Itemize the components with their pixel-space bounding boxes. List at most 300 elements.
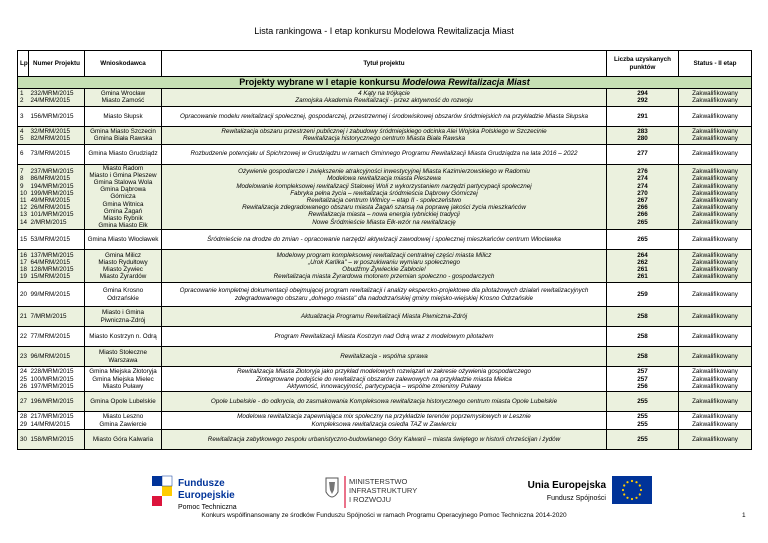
row-numer-line: 101/MRM/2015 xyxy=(30,211,74,219)
row-tytul-line: Rewitalizacja historycznego centrum Miasta Biała Rawska xyxy=(302,135,466,143)
table-row xyxy=(18,367,752,392)
row-status-line: Zakwalifikowany xyxy=(692,273,738,281)
row-numer xyxy=(29,283,85,307)
row-lp xyxy=(18,283,29,307)
row-status-line: Zakwalifikowany xyxy=(692,135,738,143)
row-numer-line: 15/MRM/2015 xyxy=(30,273,71,281)
row-wnioskodawca-line: Gmina Zawiercie xyxy=(99,420,147,428)
row-wnioskodawca-line: Miasto i Gmina Piwniczna-Zdrój xyxy=(100,309,146,324)
row-punkty-line: 274 xyxy=(637,175,648,183)
row-tytul-line: Aktywność, innowacyjność, partycypacja – wspólne zmienimy Puławy xyxy=(287,382,481,390)
row-tytul xyxy=(162,327,607,347)
row-status-line: Zakwalifikowany xyxy=(692,211,738,219)
row-wnioskodawca-line: Gmina Wrocław xyxy=(100,90,146,98)
row-tytul-line: Fabryka pełna życia – rewitalizacja śródmieścia Dąbrowy Górniczej xyxy=(290,189,478,197)
row-lp-line: 4 xyxy=(20,127,24,135)
row-wnioskodawca-line: Gmina Miejska Mielec xyxy=(92,375,154,383)
eu-star-icon xyxy=(640,489,642,491)
row-wnioskodawca xyxy=(85,230,162,250)
row-wnioskodawca xyxy=(85,106,162,126)
row-punkty-line: 265 xyxy=(637,218,648,226)
header-tytul: Tytuł projektu xyxy=(162,51,607,77)
ue-line2: Fundusz Spójności xyxy=(546,495,606,502)
row-status xyxy=(679,283,752,307)
row-lp xyxy=(18,430,29,450)
table-row xyxy=(18,106,752,126)
row-wnioskodawca-line: Gmina Biała Rawska xyxy=(93,135,153,143)
row-wnioskodawca-line: Miasto Żyrardów xyxy=(99,273,147,281)
row-status-line: Zakwalifikowany xyxy=(692,259,738,267)
eu-star-icon xyxy=(626,497,628,499)
row-numer-line: 73/MRM/2015 xyxy=(30,150,71,158)
row-lp-line: 17 xyxy=(20,259,28,267)
row-status xyxy=(679,144,752,164)
fundusze-europejskie-logo xyxy=(150,470,260,516)
row-wnioskodawca xyxy=(85,164,162,230)
row-lp-line: 3 xyxy=(20,112,24,120)
row-tytul-line: Rewitalizacja miasta – nowa energia rybnickiej tradycji xyxy=(308,211,460,219)
row-lp-line: 1 xyxy=(20,90,24,98)
row-tytul-line: Obudźmy Żywieckie Zabłocie! xyxy=(342,266,426,274)
row-lp xyxy=(18,367,29,392)
row-punkty xyxy=(607,327,679,347)
row-lp xyxy=(18,126,29,144)
row-wnioskodawca xyxy=(85,392,162,412)
row-status-line: Zakwalifikowany xyxy=(692,127,738,135)
row-status xyxy=(679,307,752,327)
row-wnioskodawca-line: Gmina Dąbrowa Górnicza xyxy=(100,186,146,201)
row-numer-line: 86/MRM/2015 xyxy=(30,175,71,183)
row-punkty xyxy=(607,126,679,144)
row-numer xyxy=(29,347,85,367)
row-numer-line: 14/MRM/2015 xyxy=(30,420,71,428)
row-status-line: Zakwalifikowany xyxy=(692,90,738,98)
row-punkty xyxy=(607,283,679,307)
row-tytul-line: Zintegrowane podejście do rewitalizacji obszarów zalewowych na przykładzie miasta Mielca xyxy=(256,375,512,383)
row-lp xyxy=(18,412,29,430)
row-lp-line: 27 xyxy=(20,398,28,406)
row-numer xyxy=(29,106,85,126)
row-punkty xyxy=(607,430,679,450)
row-status-line: Zakwalifikowany xyxy=(692,413,738,421)
row-numer-line: 199/MRM/2015 xyxy=(30,189,74,197)
row-tytul-line: Zamojska Akademia Rewitalizacji - przez aktywność do rozwoju xyxy=(295,97,473,105)
row-wnioskodawca-line: Gmina Stalowa Wola xyxy=(93,179,153,186)
row-punkty-line: 255 xyxy=(637,398,648,406)
row-tytul xyxy=(162,126,607,144)
row-punkty xyxy=(607,412,679,430)
ministerstwo-logo xyxy=(322,470,452,516)
page-number: 1 xyxy=(742,512,746,519)
row-numer xyxy=(29,89,85,107)
row-tytul-line: Śródmieście na drodze do zmian - opracowanie narzędzi aktywizacji zawodowej i społecznej mieszkańców centrum Włocławka xyxy=(207,236,561,244)
row-lp-line: 2 xyxy=(20,97,24,105)
row-wnioskodawca xyxy=(85,144,162,164)
row-lp-line: 12 xyxy=(20,204,28,212)
row-lp-line: 21 xyxy=(20,312,28,320)
row-wnioskodawca xyxy=(85,126,162,144)
row-tytul-line: Rewitalizacja obszaru przestrzeni publicznej i zabudowy śródmiejskiego odcinka Alei Wojska Polskiego w Szczecinie xyxy=(221,127,547,135)
row-numer xyxy=(29,430,85,450)
row-numer-line: 228/MRM/2015 xyxy=(30,368,74,376)
row-punkty-line: 257 xyxy=(637,368,648,376)
row-wnioskodawca xyxy=(85,89,162,107)
row-status xyxy=(679,430,752,450)
row-status xyxy=(679,412,752,430)
row-numer xyxy=(29,392,85,412)
row-tytul-line: Rewitalizacja - wspólna sprawa xyxy=(340,352,428,360)
header-numer: Numer Projektu xyxy=(29,51,85,77)
row-punkty xyxy=(607,367,679,392)
row-lp-line: 7 xyxy=(20,168,24,176)
row-punkty xyxy=(607,307,679,327)
min-line2: INFRASTRUKTURY xyxy=(349,486,418,495)
row-wnioskodawca xyxy=(85,430,162,450)
table-row xyxy=(18,164,752,230)
table-row xyxy=(18,327,752,347)
row-numer-line: 100/MRM/2015 xyxy=(30,375,74,383)
row-numer-line: 2/MRM/2015 xyxy=(30,218,67,226)
row-punkty-line: 257 xyxy=(637,375,648,383)
row-status-line: Zakwalifikowany xyxy=(692,420,738,428)
fe-line2: Europejskie xyxy=(178,490,235,501)
row-wnioskodawca xyxy=(85,412,162,430)
row-status xyxy=(679,250,752,283)
row-punkty xyxy=(607,250,679,283)
row-punkty-line: 258 xyxy=(637,312,648,320)
row-punkty xyxy=(607,144,679,164)
row-lp-line: 10 xyxy=(20,189,28,197)
row-status xyxy=(679,164,752,230)
eu-star-icon xyxy=(635,481,637,483)
eu-star-icon xyxy=(635,497,637,499)
row-wnioskodawca-line: Gmina Opole Lubelskie xyxy=(90,398,156,406)
row-numer-line: 24/MRM/2015 xyxy=(30,97,71,105)
row-numer-line: 7/MRM/2015 xyxy=(30,312,67,320)
row-numer-line: 194/MRM/2015 xyxy=(30,182,74,190)
row-punkty-line: 270 xyxy=(637,189,648,197)
row-lp xyxy=(18,144,29,164)
row-lp-line: 15 xyxy=(20,236,28,244)
row-punkty-line: 258 xyxy=(637,332,648,340)
row-punkty-line: 276 xyxy=(637,168,648,176)
row-lp xyxy=(18,307,29,327)
table-row xyxy=(18,347,752,367)
row-tytul xyxy=(162,347,607,367)
min-line3: I ROZWOJU xyxy=(349,495,392,504)
table-row xyxy=(18,89,752,107)
row-tytul xyxy=(162,283,607,307)
row-punkty xyxy=(607,392,679,412)
row-status-line: Zakwalifikowany xyxy=(692,312,738,320)
row-tytul-line: Aktualizacja Programu Rewitalizacji Miasta Piwniczna-Zdrój xyxy=(300,312,468,320)
row-numer-line: 156/MRM/2015 xyxy=(30,112,74,120)
row-numer-line: 128/MRM/2015 xyxy=(30,266,74,274)
row-tytul-line: Opracowanie kompletnej dokumentacji obejmującej program rewitalizacji i analizy ekspercko-projektowe dla pilotażowych działań rewitalizacyjnych zdegradowanego obszaru „dolnego miasta" dla nadodrzańskiej gminy miejsko-wiejskiej Krosno Odrzańskie xyxy=(179,287,589,302)
row-status-line: Zakwalifikowany xyxy=(692,218,738,226)
row-punkty-line: 255 xyxy=(637,413,648,421)
row-lp xyxy=(18,327,29,347)
row-status-line: Zakwalifikowany xyxy=(692,266,738,274)
row-status-line: Zakwalifikowany xyxy=(692,332,738,340)
row-punkty-line: 265 xyxy=(637,236,648,244)
min-line1: MINISTERSTWO xyxy=(349,477,408,486)
row-wnioskodawca-line: Miasto Radom xyxy=(102,164,144,172)
row-status xyxy=(679,392,752,412)
row-lp-line: 16 xyxy=(20,251,28,259)
header-row xyxy=(18,51,752,77)
table-row xyxy=(18,307,752,327)
row-lp-line: 26 xyxy=(20,382,28,390)
row-wnioskodawca-line: Miasto i Gmina Pleszew xyxy=(89,171,157,179)
row-wnioskodawca xyxy=(85,307,162,327)
fe-line3: Pomoc Techniczna xyxy=(178,504,237,511)
row-numer-line: 26/MRM/2015 xyxy=(30,204,71,212)
row-lp-line: 19 xyxy=(20,273,28,281)
row-wnioskodawca-line: Gmina Żagań xyxy=(103,207,143,215)
logo-square-3 xyxy=(152,496,162,506)
row-numer-line: 196/MRM/2015 xyxy=(30,398,74,406)
row-tytul-line: Opole Lubelskie - do odkrycia, do zasmakowania Kompleksowa rewitalizacja historycznego centrum miasta Opole Lubelskie xyxy=(210,398,558,406)
row-punkty-line: 283 xyxy=(637,127,648,135)
eu-star-icon xyxy=(639,484,641,486)
row-tytul xyxy=(162,164,607,230)
row-status xyxy=(679,89,752,107)
row-numer-line: 53/MRM/2015 xyxy=(30,236,71,244)
row-tytul-line: Kompleksowa rewitalizacja osiedla TAZ w Zawierciu xyxy=(311,420,457,428)
row-punkty-line: 292 xyxy=(637,97,648,105)
row-wnioskodawca-line: Miasto Kostrzyn n. Odrą xyxy=(89,332,157,340)
row-wnioskodawca xyxy=(85,367,162,392)
row-status-line: Zakwalifikowany xyxy=(692,368,738,376)
eu-star-icon xyxy=(623,493,625,495)
row-punkty xyxy=(607,347,679,367)
row-lp-line: 22 xyxy=(20,332,28,340)
row-status xyxy=(679,367,752,392)
row-status-line: Zakwalifikowany xyxy=(692,236,738,244)
row-lp xyxy=(18,106,29,126)
row-lp-line: 8 xyxy=(20,175,24,183)
row-status-line: Zakwalifikowany xyxy=(692,189,738,197)
row-wnioskodawca-line: Gmina Miasto Szczecin xyxy=(90,127,156,135)
row-tytul-line: Rewitalizacja miasta Żyrardowa motorem przemian społeczno - gospodarczych xyxy=(273,273,495,281)
row-tytul xyxy=(162,89,607,107)
row-wnioskodawca-line: Miasto Rydułtowy xyxy=(98,259,148,267)
row-tytul-line: Modelowa rewitalizacja miasta Pleszewa xyxy=(327,175,441,183)
row-lp-line: 20 xyxy=(20,290,28,298)
row-status-line: Zakwalifikowany xyxy=(692,97,738,105)
row-lp xyxy=(18,89,29,107)
row-lp-line: 30 xyxy=(20,435,28,443)
document-title: Lista rankingowa - I etap konkursu Modelowa Rewitalizacja Miast xyxy=(254,26,514,36)
row-numer xyxy=(29,412,85,430)
row-punkty-line: 280 xyxy=(637,135,648,143)
row-numer-line: 32/MRM/2015 xyxy=(30,127,71,135)
row-punkty-line: 261 xyxy=(637,273,648,281)
header-wnioskodawca: Wnioskodawca xyxy=(85,51,162,77)
row-tytul xyxy=(162,250,607,283)
row-status-line: Zakwalifikowany xyxy=(692,168,738,176)
row-wnioskodawca-line: Miasto Leszno xyxy=(102,413,144,421)
logo-square-1 xyxy=(152,476,162,486)
row-lp-line: 14 xyxy=(20,218,28,226)
table-row xyxy=(18,250,752,283)
row-status-line: Zakwalifikowany xyxy=(692,382,738,390)
row-lp-line: 23 xyxy=(20,352,28,360)
table-row xyxy=(18,412,752,430)
row-wnioskodawca-line: Gmina Miasto Ełk xyxy=(98,222,148,230)
table-row xyxy=(18,144,752,164)
row-punkty-line: 274 xyxy=(637,182,648,190)
row-numer-line: 64/MRM/2015 xyxy=(30,259,71,267)
section-row xyxy=(18,77,752,89)
row-status xyxy=(679,230,752,250)
row-lp-line: 5 xyxy=(20,135,24,143)
row-lp-line: 18 xyxy=(20,266,28,274)
table-row xyxy=(18,230,752,250)
row-numer xyxy=(29,126,85,144)
row-status-line: Zakwalifikowany xyxy=(692,290,738,298)
row-tytul-line: 4 Kąty na trójkącie xyxy=(358,90,410,98)
row-punkty-line: 262 xyxy=(637,259,648,267)
logo-square-4 xyxy=(162,476,172,486)
row-lp-line: 11 xyxy=(20,197,27,204)
row-punkty-line: 256 xyxy=(637,382,648,390)
row-status xyxy=(679,126,752,144)
row-tytul-line: Program Rewitalizacji Miasta Kostrzyn nad Odrą wraz z modelowym pilotażem xyxy=(274,332,494,340)
row-tytul-line: Rewitalizacja zabytkowego zespołu urbanistyczno-budowlanego Góry Kalwarii – miasta świętego w historii chrześcijan i żydów xyxy=(207,435,561,443)
row-lp-line: 9 xyxy=(20,182,24,190)
row-lp-line: 28 xyxy=(20,413,28,421)
row-lp xyxy=(18,392,29,412)
row-punkty xyxy=(607,164,679,230)
row-punkty xyxy=(607,106,679,126)
row-tytul-line: Rozbudzenie potencjału ul Spichrzowej w Grudziądzu w ramach Gminnego Programu Rewitalizacji Miasta Grudziądza na lata 2016 – 2022 xyxy=(190,150,578,158)
row-punkty-line: 258 xyxy=(637,352,648,360)
table-row xyxy=(18,430,752,450)
row-punkty-line: 291 xyxy=(637,112,648,120)
row-tytul-line: Modelowy program kompleksowej rewitalizacji centralnej części miasta Milicz xyxy=(276,251,492,259)
ue-line1: Unia Europejska xyxy=(527,480,606,491)
row-punkty-line: 255 xyxy=(637,435,648,443)
row-wnioskodawca xyxy=(85,250,162,283)
table-row xyxy=(18,392,752,412)
eu-star-icon xyxy=(631,480,633,482)
row-status-line: Zakwalifikowany xyxy=(692,175,738,183)
row-status-line: Zakwalifikowany xyxy=(692,251,738,259)
row-wnioskodawca-line: Miasto Puławy xyxy=(102,382,144,390)
row-lp xyxy=(18,347,29,367)
eu-star-icon xyxy=(639,493,641,495)
row-numer-line: 137/MRM/2015 xyxy=(30,251,74,259)
row-numer-line: 99/MRM/2015 xyxy=(30,290,71,298)
row-numer-line: 96/MRM/2015 xyxy=(30,352,71,360)
logo-square-2 xyxy=(162,486,172,496)
row-punkty-line: 277 xyxy=(637,150,648,158)
row-numer-line: 82/MRM/2015 xyxy=(30,135,71,143)
row-punkty-line: 266 xyxy=(637,204,648,212)
row-status-line: Zakwalifikowany xyxy=(692,435,738,443)
row-tytul-line: Opracowanie modelu rewitalizacji społecznej, gospodarczej, przestrzennej i środowiskowej obszarów śródmiejskich na przykładzie Miasta Słupska xyxy=(179,112,589,120)
row-numer xyxy=(29,250,85,283)
row-wnioskodawca-line: Gmina Miejska Złotoryja xyxy=(89,368,157,376)
table-row xyxy=(18,126,752,144)
section-title: Projekty wybrane w I etapie konkursu Modelowa Rewitalizacja Miast xyxy=(18,77,752,89)
row-wnioskodawca-line: Gmina Miasto Grudziądz xyxy=(88,150,158,158)
eu-star-icon xyxy=(623,484,625,486)
row-tytul xyxy=(162,106,607,126)
row-tytul xyxy=(162,230,607,250)
row-punkty-line: 266 xyxy=(637,211,648,219)
row-numer-line: 77/MRM/2015 xyxy=(30,332,71,340)
row-lp-line: 24 xyxy=(20,368,28,376)
footer-text: Konkurs współfinansowany ze środków Funduszu Spójności w ramach Programu Operacyjnego Pomoc Techniczna 2014-2020 xyxy=(201,512,567,519)
row-tytul-line: Modelowa rewitalizacja zapewniająca mix społeczny na przykładzie terenów poprzemysłowych w Lesznie xyxy=(237,413,531,421)
row-wnioskodawca-line: Miasto Zamość xyxy=(101,97,145,105)
row-numer-line: 217/MRM/2015 xyxy=(30,413,74,421)
footer xyxy=(0,470,768,543)
row-punkty xyxy=(607,89,679,107)
row-wnioskodawca-line: Miasto Słupsk xyxy=(103,112,143,120)
row-numer-line: 197/MRM/2015 xyxy=(30,382,74,390)
row-tytul-line: Rewitalizacja zdegradowanego obszaru miasta Żagań szansą na poprawę jakości życia mieszkańców xyxy=(242,204,526,212)
row-tytul-line: Nowe Śródmieście Miasta Ełk-wzór na rewitalizację xyxy=(312,218,456,226)
row-tytul-line: Ożywienie gospodarcze i zwiększenie atrakcyjności inwestycyjnej Miasta Kazimierzowskiego w Radomiu xyxy=(238,168,530,176)
row-numer xyxy=(29,230,85,250)
row-punkty-line: 294 xyxy=(637,90,648,98)
row-wnioskodawca-line: Gmina Witnica xyxy=(102,200,144,208)
row-punkty-line: 261 xyxy=(637,266,648,274)
row-wnioskodawca-line: Miasto Rybnik xyxy=(103,215,143,223)
header-status: Status - II etap xyxy=(679,51,752,77)
row-wnioskodawca-line: Gmina Miasto Włocławek xyxy=(87,236,159,244)
row-status-line: Zakwalifikowany xyxy=(692,197,738,204)
table-row xyxy=(18,283,752,307)
row-tytul-line: Rewitalizacja centrum Witnicy – etap II - społeczeństwo xyxy=(306,197,462,204)
row-tytul xyxy=(162,430,607,450)
row-numer-line: 49/MRM/2015 xyxy=(30,197,71,204)
row-numer xyxy=(29,327,85,347)
row-numer xyxy=(29,144,85,164)
row-numer-line: 232/MRM/2015 xyxy=(30,90,74,98)
row-numer xyxy=(29,367,85,392)
row-status xyxy=(679,106,752,126)
row-numer-line: 158/MRM/2015 xyxy=(30,435,74,443)
header-lp: Lp. xyxy=(18,51,29,77)
unia-europejska-logo xyxy=(527,470,661,516)
row-wnioskodawca-line: Gmina Krosno Odrzańskie xyxy=(102,287,144,302)
row-numer xyxy=(29,307,85,327)
row-tytul xyxy=(162,392,607,412)
row-wnioskodawca xyxy=(85,347,162,367)
row-wnioskodawca xyxy=(85,327,162,347)
row-wnioskodawca-line: Miasto Stołeczne Warszawa xyxy=(99,349,147,364)
row-tytul xyxy=(162,144,607,164)
row-wnioskodawca-line: Gmina Milicz xyxy=(104,251,142,259)
row-punkty-line: 264 xyxy=(637,251,648,259)
row-wnioskodawca-line: Miasto Góra Kalwaria xyxy=(92,435,154,443)
row-tytul xyxy=(162,367,607,392)
row-status xyxy=(679,327,752,347)
row-punkty-line: 259 xyxy=(637,290,648,298)
row-status-line: Zakwalifikowany xyxy=(692,182,738,190)
row-lp-line: 13 xyxy=(20,211,28,219)
row-punkty-line: 255 xyxy=(637,420,648,428)
row-lp xyxy=(18,250,29,283)
row-lp xyxy=(18,230,29,250)
row-status-line: Zakwalifikowany xyxy=(692,375,738,383)
row-status-line: Zakwalifikowany xyxy=(692,352,738,360)
